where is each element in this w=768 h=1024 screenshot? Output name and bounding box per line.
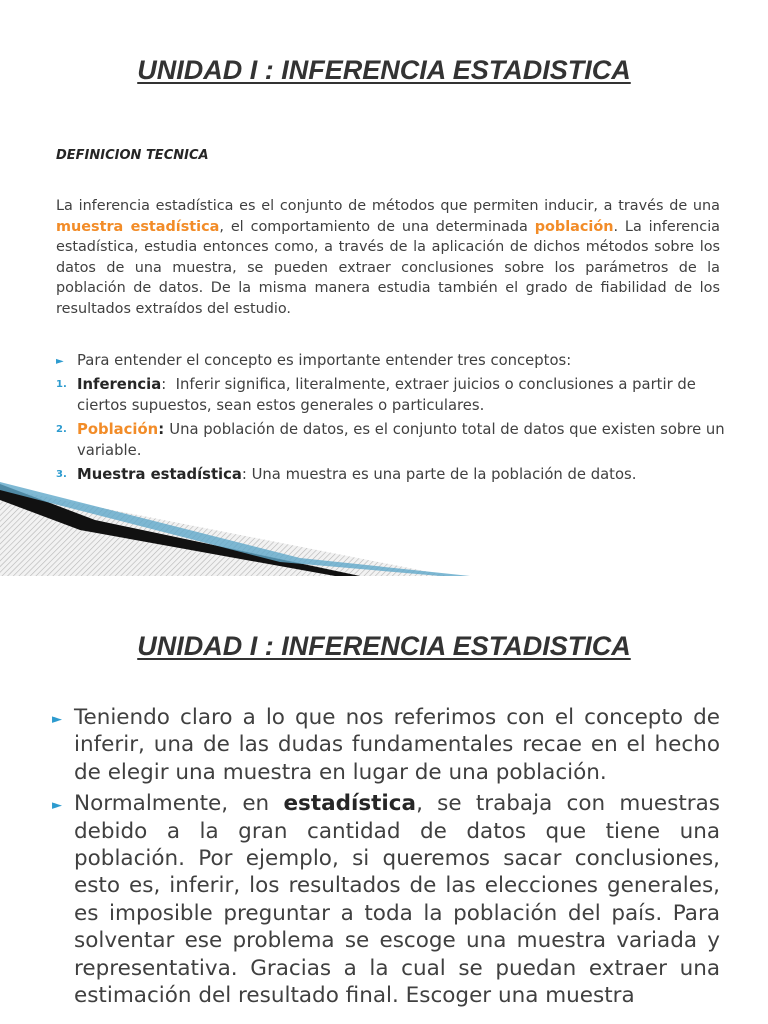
bullet-text: Normalmente, en [74,791,284,817]
item-term: Muestra estadística [77,466,242,483]
item-separator: : [158,421,170,438]
triangle-bullet-icon: ► [56,356,64,367]
item-text: Una población de datos, es el conjunto total de datos que existen sobre un variable. [77,421,725,459]
triangle-bullet-icon: ► [52,712,62,727]
paragraph-text: La inferencia estadística es el conjunto de métodos que permiten inducir, a través de una [56,198,720,214]
item-number: 2. [56,424,67,435]
list-item [52,790,720,1009]
bold-term: estadística [283,791,417,817]
item-term: Inferencia [77,376,162,393]
bullet-text: , se trabaja con muestras debido a la gran cantidad de datos que tiene una población. Por ejemplo, si queremos sacar conclusiones, esto es, inferir, los resultados de las elecciones generales, es imposible preguntar a toda la población del país. Para solventar ese problema se escoge una muestra variada y representativa. Gracias a la cual se puedan extraer una estimación del resultado final. Escoger una muestra [74,791,720,1009]
item-number: 1. [56,379,67,390]
definition-heading: DEFINICION TECNICA [56,148,209,163]
slide-2 [0,576,768,1024]
list-item [56,374,726,416]
definition-paragraph [56,196,720,320]
slide-title: UNIDAD I : INFERENCIA ESTADISTICA [137,631,631,661]
item-separator: : [161,376,176,393]
list-item [52,704,720,786]
triangle-bullet-icon: ► [52,798,62,814]
item-term: Población [77,421,159,438]
paragraph-text: . La inferencia estadística, estudia entonces como, a través de la aplicación de dichos métodos sobre los datos de una muestra, se pueden extraer conclusiones sobre los parámetros de la población de datos. De la misma manera estudia también el grado de fiabilidad de los resultados extraídos del estudio. [56,218,721,317]
bullet-text: Teniendo claro a lo que nos referimos con el concepto de inferir, una de las dudas fundamentales recae en el hecho de elegir una muestra en lugar de una población. [74,705,720,785]
bullet-list [52,704,720,1013]
list-item [56,419,726,461]
item-text: Una muestra es una parte de la población de datos. [251,466,637,483]
decorative-swoosh [0,470,768,576]
slide-title: UNIDAD I : INFERENCIA ESTADISTICA [137,55,631,85]
paragraph-text: , el comportamiento de una determinada [219,218,535,235]
concepts-list [56,350,726,488]
list-item [56,350,726,371]
intro-text: Para entender el concepto es importante entender tres conceptos: [77,352,572,369]
highlight-poblacion: población [534,218,614,235]
item-text: Inferir significa, literalmente, extraer juicios o conclusiones a partir de ciertos supuestos, sean estos generales o particulares. [77,376,696,414]
highlight-muestra: muestra estadística [56,218,220,235]
item-number: 3. [56,469,67,480]
item-separator: : [241,466,252,483]
